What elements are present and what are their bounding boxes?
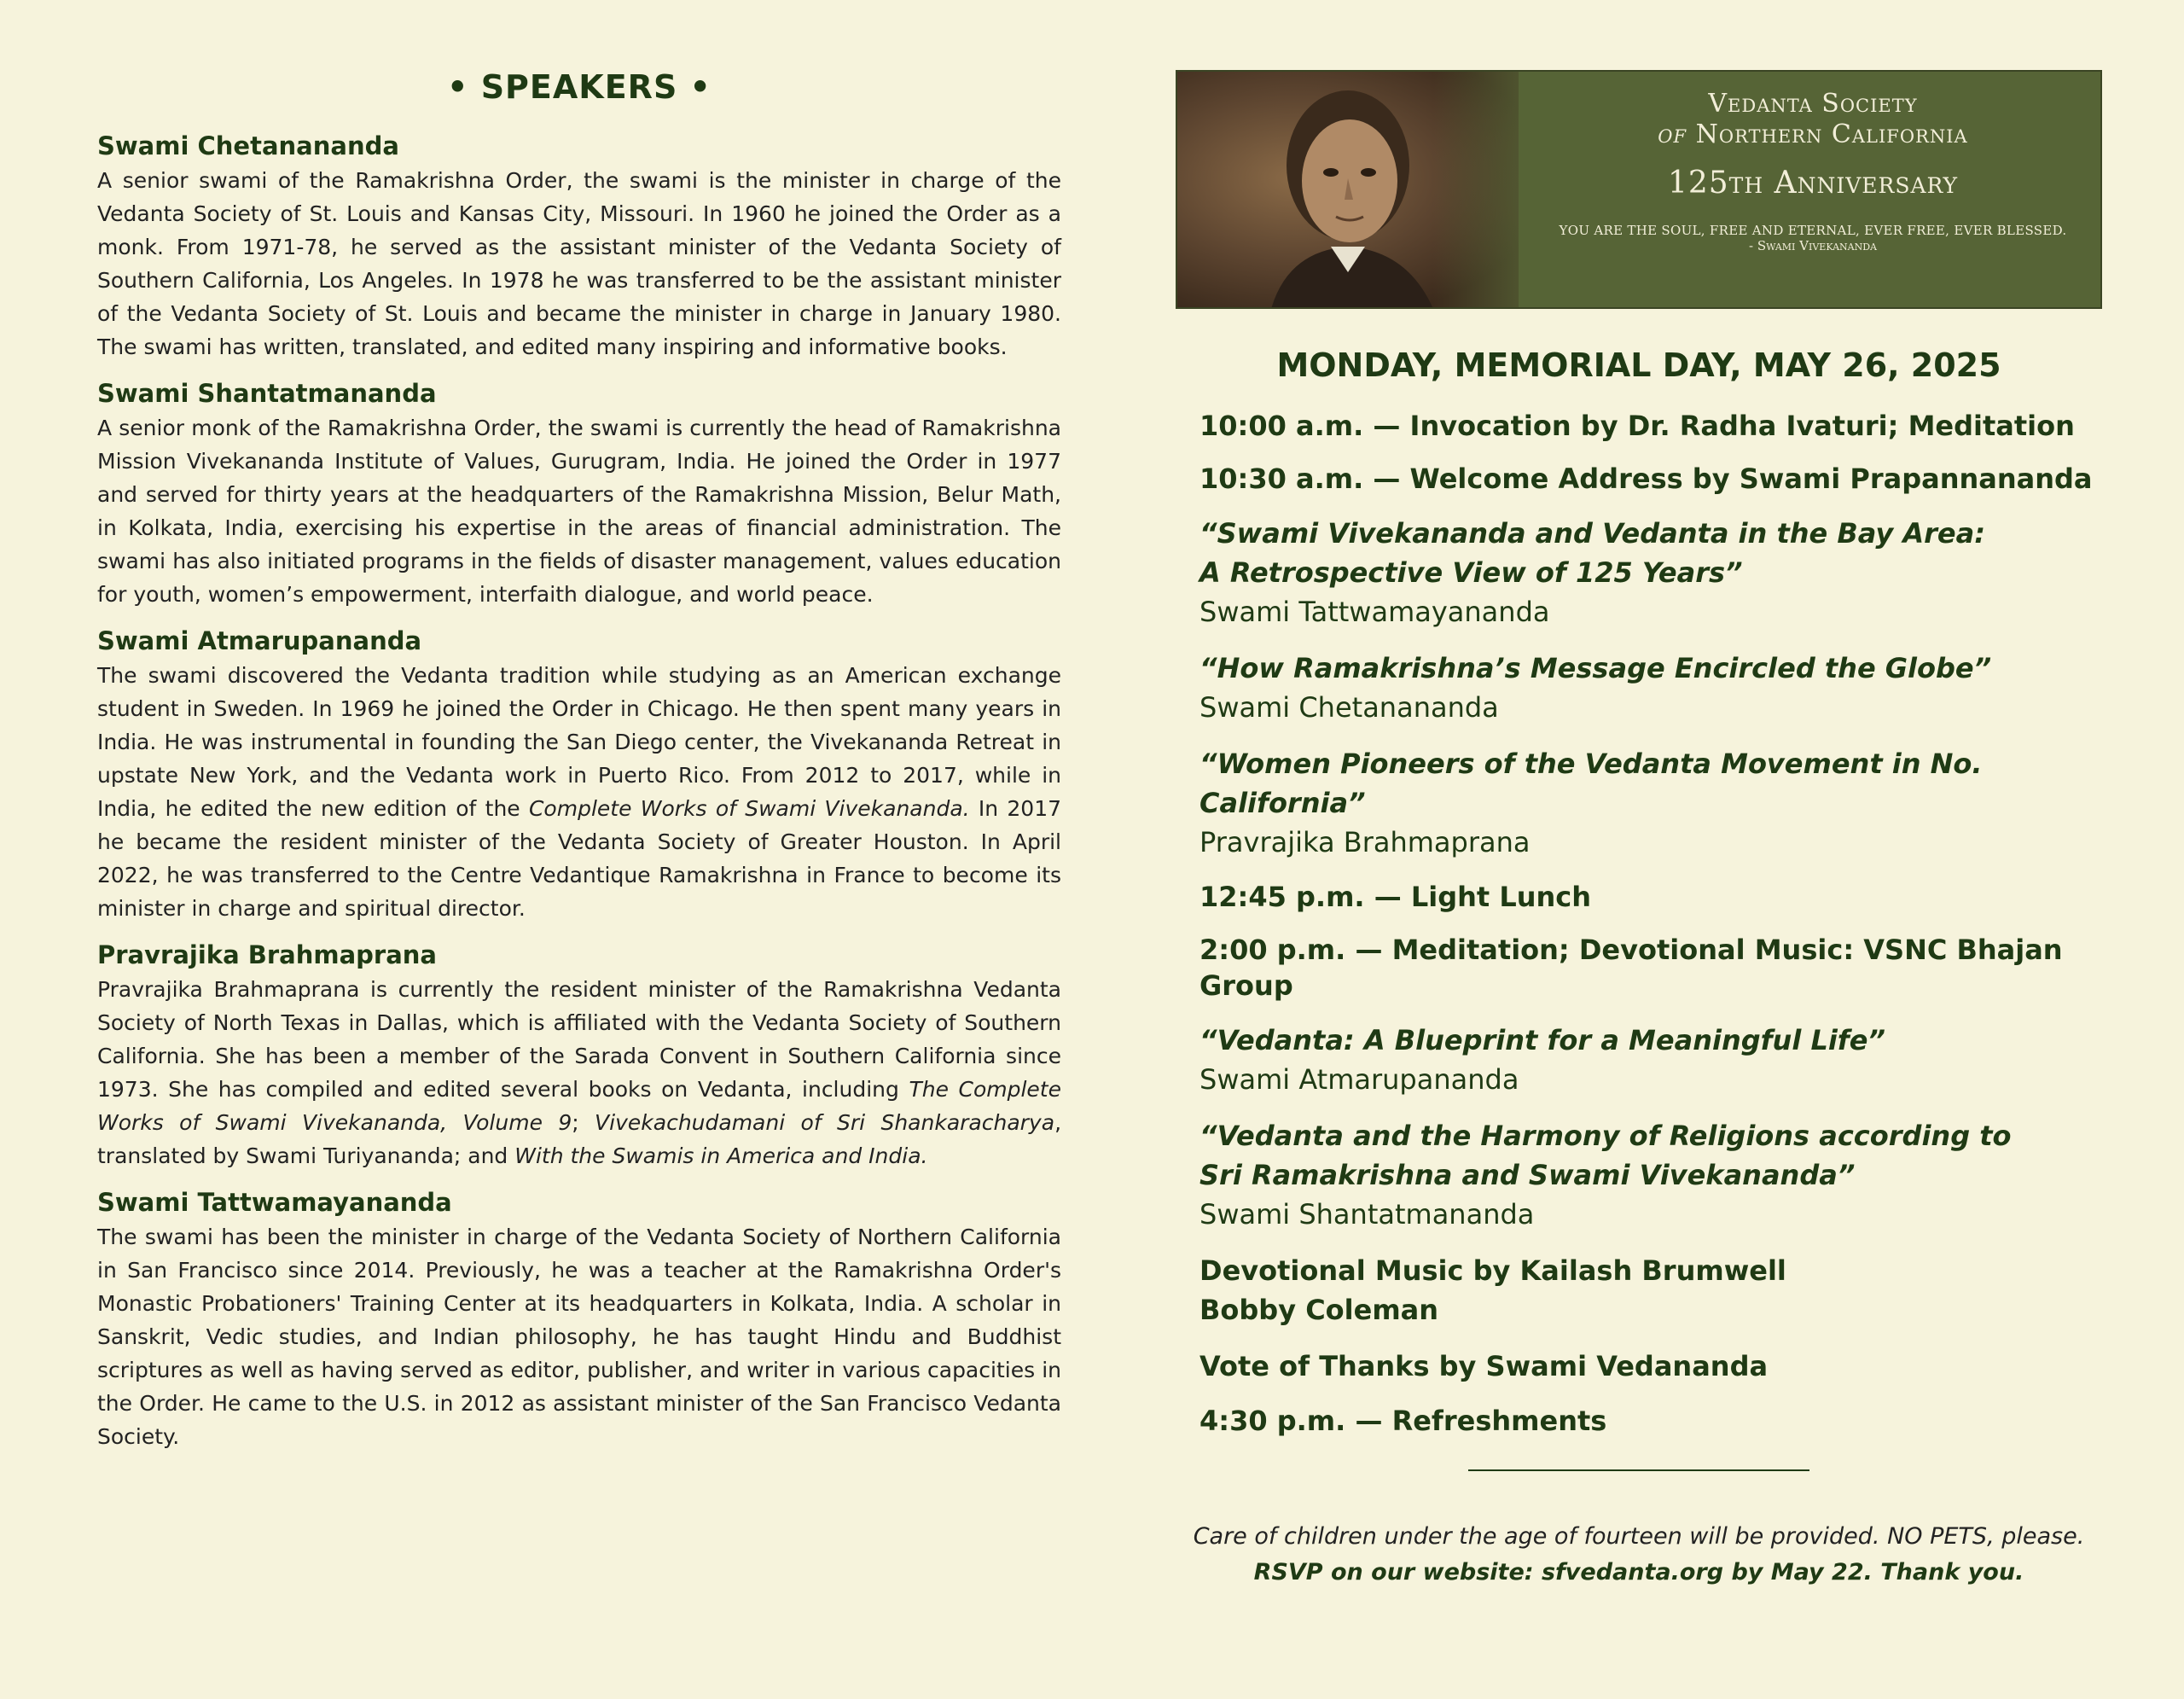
rsvp-note: RSVP on our website: sfvedanta.org by May 22. Thank you.: [1253, 1559, 2024, 1586]
event-date: MONDAY, MEMORIAL DAY, MAY 26, 2025: [1276, 346, 2001, 384]
program-item: [1199, 932, 2102, 1004]
speaker-bio: A senior swami of the Ramakrishna Order, the swami is the minister in charge of the Vedanta Society of St. Louis and Kansas City, Missouri. In 1960 he joined the Order as a monk. From 1971-78, he served as the assistant minister of the Vedanta Society of Southern California, Los Angeles. In 1978 he was transferred to be the assistant minister of the Vedanta Society of St. Louis and became the minister in charge in January 1980. The swami has written, translated, and edited many inspiring and informative books.: [97, 168, 1061, 359]
talk-speaker: Pravrajika Brahmaprana: [1199, 826, 1531, 858]
program-item: [1199, 408, 2102, 444]
item-lunch: 12:45 p.m. — Light Lunch: [1199, 881, 1592, 913]
devotional-music-performer: Bobby Coleman: [1199, 1294, 1439, 1326]
talk-title: A Retrospective View of 125 Years”: [1199, 556, 1743, 589]
speaker-bio: [97, 659, 1061, 925]
talk-title: “How Ramakrishna’s Message Encircled the Globe”: [1199, 652, 1992, 684]
banner-quote: YOU ARE THE SOUL, FREE AND ETERNAL, EVER FREE, EVER BLESSED.: [1559, 223, 2067, 238]
bio-text: , translated by Swami Turiyananda; and: [97, 1110, 1062, 1168]
item-meditation: 2:00 p.m. — Meditation; Devotional Music: VSNC Bhajan Group: [1199, 934, 2063, 1002]
program-list: [1176, 408, 2102, 1439]
book-title: With the Swamis in America and India.: [514, 1143, 928, 1168]
speaker-bio: [97, 973, 1061, 1172]
talk-item: [1199, 1116, 2102, 1234]
speaker-bio: A senior monk of the Ramakrishna Order, the swami is currently the head of Ramakrishna Mission Vivekananda Institute of Values, Gurugram, India. He joined the Order in 1977 and served for thirty years at the headquarters of the Ramakrishna Mission, Belur Math, in Kolkata, India, exercising his expertise in the areas of financial administration. The swami has also initiated programs in the fields of disaster management, values education for youth, women’s empowerment, interfaith dialogue, and world peace.: [97, 416, 1061, 607]
bio-text: In 2017 he became the resident minister of the Vedanta Society of Greater Houston. In April 2022, he was transferred to the Centre Vedantique Ramakrishna in France to become its minister in charge and spiritual director.: [97, 796, 1062, 921]
talk-item: [1199, 649, 2102, 727]
divider: [1468, 1469, 1809, 1471]
talk-title: “Women Pioneers of the Vedanta Movement in No. California”: [1199, 748, 1983, 819]
bio-text: Pravrajika Brahmaprana is currently the resident minister of the Ramakrishna Vedanta Society of North Texas in Dallas, which is affiliated with the Vedanta Society of Southern California. She has been a member of the Sarada Convent in Southern California since 1973. She has compiled and edited several books on Vedanta, including: [97, 977, 1061, 1102]
program-item: [1199, 1403, 2102, 1439]
anniversary-title: 125th Anniversary: [1667, 166, 1959, 201]
org-region: Northern California: [1695, 119, 1968, 149]
bio-text: The swami discovered the Vedanta tradition while studying as an American exchange student in Sweden. In 1969 he joined the Order in Chicago. He then spent many years in India. He was instrumental in founding the San Diego center, the Vivekananda Retreat in upstate New York, and the Vedanta work in Puerto Rico. From 2012 to 2017, while in India, he edited the new edition of the: [97, 663, 1061, 821]
program-column: [1176, 70, 2102, 1591]
program-item: [1199, 1251, 2102, 1330]
talk-item: [1199, 744, 2102, 862]
speaker-name: Pravrajika Brahmaprana: [97, 940, 437, 969]
book-title: Complete Works of Swami Vivekananda.: [528, 796, 970, 821]
speaker-name: Swami Atmarupananda: [97, 626, 422, 655]
speaker-name: Swami Chetanananda: [97, 131, 399, 160]
talk-item: [1199, 514, 2102, 631]
talk-speaker: Swami Tattwamayananda: [1199, 596, 1550, 628]
talk-title: “Vedanta: A Blueprint for a Meaningful Life”: [1199, 1024, 1886, 1056]
item-invocation: 10:00 a.m. — Invocation by Dr. Radha Ivaturi; Meditation: [1199, 410, 2075, 442]
book-title: Vivekachudamani of Sri Shankaracharya: [595, 1110, 1055, 1135]
devotional-music: Devotional Music by Kailash Brumwell: [1199, 1254, 1786, 1287]
childcare-note: Care of children under the age of fourteen will be provided. NO PETS, please.: [1193, 1523, 2085, 1550]
program-item: [1199, 461, 2102, 497]
speaker-tattwamayananda: [97, 1188, 1061, 1453]
talk-speaker: Swami Atmarupananda: [1199, 1063, 1519, 1096]
speaker-shantatmananda: [97, 379, 1061, 611]
banner-text: [1536, 89, 2090, 253]
speakers-column: [97, 68, 1061, 1469]
speaker-atmarupananda: [97, 626, 1061, 925]
org-name-line2: [1536, 119, 2090, 150]
speaker-chetanananda: [97, 131, 1061, 364]
item-refreshments: 4:30 p.m. — Refreshments: [1199, 1405, 1607, 1437]
program-item: [1199, 1347, 2102, 1386]
talk-title: “Swami Vivekananda and Vedanta in the Bay Area:: [1199, 517, 1985, 550]
speaker-name: Swami Shantatmananda: [97, 379, 437, 408]
anniversary-banner: [1176, 70, 2102, 309]
item-welcome: 10:30 a.m. — Welcome Address by Swami Prapannananda: [1199, 463, 2093, 495]
banner-attribution: - Swami Vivekananda: [1748, 238, 1877, 253]
speaker-brahmaprana: [97, 940, 1061, 1172]
talk-title: “Vedanta and the Harmony of Religions according to: [1199, 1120, 2012, 1152]
speaker-bio: The swami has been the minister in charge of the Vedanta Society of Northern California in San Francisco since 2014. Previously, he was a teacher at the Ramakrishna Order's Monastic Probationers' Training Center at its headquarters in Kolkata, India. A scholar in Sanskrit, Vedic studies, and Indian philosophy, he has taught Hindu and Buddhist scriptures as well as having served as editor, publisher, and writer in various capacities in the Order. He came to the U.S. in 2012 as assistant minister of the San Francisco Vedanta Society.: [97, 1225, 1061, 1449]
talk-title: Sri Ramakrishna and Swami Vivekananda”: [1199, 1159, 1856, 1191]
speakers-heading: • SPEAKERS •: [447, 68, 712, 106]
bio-text: ;: [572, 1110, 595, 1135]
speaker-name: Swami Tattwamayananda: [97, 1188, 452, 1217]
portrait-fade: [1433, 72, 1553, 309]
talk-speaker: Swami Chetanananda: [1199, 691, 1499, 724]
book-title: The Complete Works of Swami Vivekananda, Volume 9: [97, 1077, 1061, 1135]
vote-of-thanks: Vote of Thanks by Swami Vedananda: [1199, 1350, 1769, 1382]
org-of: of: [1658, 119, 1687, 149]
talk-item: [1199, 1021, 2102, 1099]
talk-speaker: Swami Shantatmananda: [1199, 1198, 1535, 1231]
org-name-line1: Vedanta Society: [1708, 89, 1918, 119]
program-item: [1199, 879, 2102, 915]
